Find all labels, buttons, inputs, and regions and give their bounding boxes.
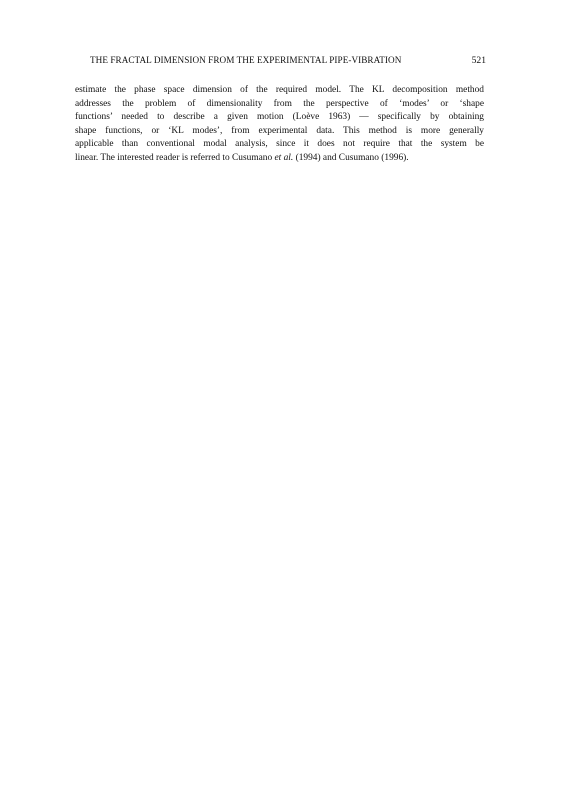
citation-et-al: et al. [274,152,294,163]
paragraph-line: functions’ needed to describe a given motion (Loève 1963) — specifically by obtaining [75,112,484,123]
paragraph-line-last [75,152,484,166]
body-paragraph [75,84,484,166]
paragraph-line: applicable than conventional modal analysis, since it does not require that the system be [75,139,484,150]
paragraph-line: shape functions, or ‘KL modes’, from experimental data. This method is more generally [75,125,484,136]
paragraph-text: linear. The interested reader is referred to Cusumano [75,152,275,163]
page-number: 521 [471,55,486,66]
running-head [90,55,486,69]
paragraph-line: estimate the phase space dimension of the required model. The KL decomposition method [75,85,484,95]
paragraph-line: addresses the problem of dimensionality from the perspective of ‘modes’ or ‘shape [75,98,484,109]
paragraph-text: (1994) and Cusumano (1996). [293,152,409,163]
running-head-title: THE FRACTAL DIMENSION FROM THE EXPERIMENTAL PIPE-VIBRATION [90,55,402,65]
